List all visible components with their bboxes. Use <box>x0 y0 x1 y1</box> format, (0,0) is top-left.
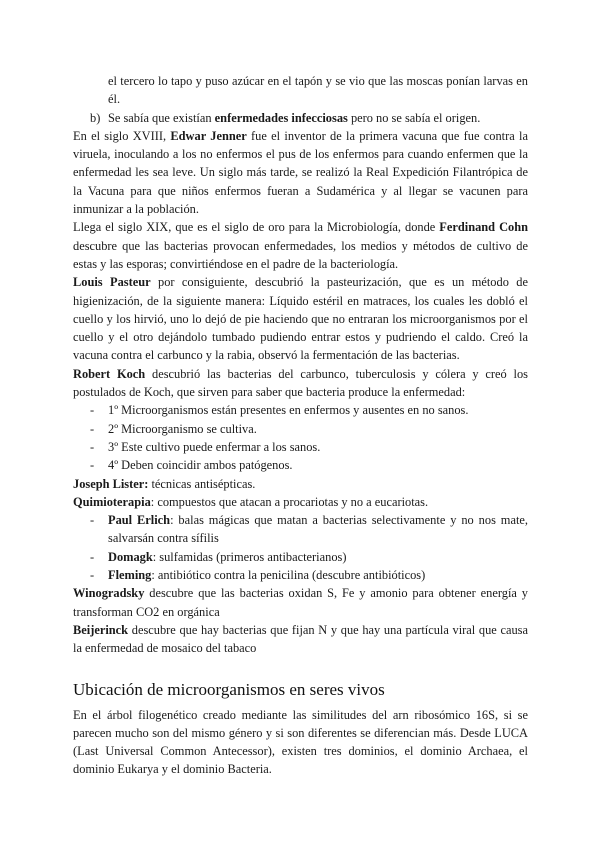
list-item <box>73 401 528 419</box>
cohn-name: Ferdinand Cohn <box>439 220 528 235</box>
item-text: : antibiótico contra la penicilina (descubre antibióticos) <box>151 568 426 583</box>
postulate-text: 2º Microorganismo se cultiva. <box>108 421 257 436</box>
postulate-text: 4º Deben coincidir ambos patógenos. <box>108 458 293 473</box>
winogradsky-name: Winogradsky <box>73 586 145 601</box>
postulate-text: 1º Microorganismos están presentes en enfermos y ausentes en no sanos. <box>108 403 469 418</box>
paragraph-lister <box>73 475 528 493</box>
list-item <box>73 511 528 548</box>
list-item <box>73 456 528 474</box>
pasteur-name: Louis Pasteur <box>73 275 151 290</box>
list-marker-b: b) <box>90 110 101 125</box>
postulate-text: 3º Este cultivo puede enfermar a los sanos. <box>108 439 321 454</box>
list-item <box>73 438 528 456</box>
lister-name: Joseph Lister: <box>73 476 149 491</box>
section-heading-wrapper <box>73 679 528 701</box>
paragraph-pasteur <box>73 273 528 364</box>
page-content <box>73 72 528 779</box>
dash-marker: - <box>90 513 95 528</box>
scientist-name: Domagk <box>108 549 153 564</box>
jenner-name: Edwar Jenner <box>170 128 247 143</box>
list-item <box>73 420 528 438</box>
paragraph-koch <box>73 365 528 402</box>
section-heading: Ubicación de microorganismos en seres vivos <box>73 679 385 699</box>
dash-marker: - <box>90 403 95 418</box>
dash-marker: - <box>90 421 95 436</box>
paragraph-jenner <box>73 127 528 218</box>
koch-name: Robert Koch <box>73 366 146 381</box>
list-item-a-continuation: el tercero lo tapo y puso azúcar en el tapón y se vio que las moscas ponían larvas en él. <box>108 74 528 107</box>
winogradsky-text: descubre que las bacterias oxidan S, Fe y amonio para obtener energía y transforman CO2 en orgánica <box>73 586 528 619</box>
scientist-name: Fleming <box>108 568 152 583</box>
quimio-text: : compuestos que atacan a procariotas y no a eucariotas. <box>150 494 429 509</box>
paragraph-winogradsky <box>73 584 528 621</box>
paragraph-ubicacion: En el árbol filogenético creado mediante las similitudes del arn ribosómico 16S, si se parecen mucho son del mismo género y si son diferentes se diferencian más. Desde LUCA (Last Universal Common Antecessor), existen tres dominios, el dominio Archaea, el dominio Eukarya y el dominio Bacteria. <box>73 707 528 777</box>
cohn-text: descubre que las bacterias provocan enfermedades, los medios y métodos de cultivo de estas y las esporas; convirtiéndose en el padre de la bacteriología. <box>73 238 528 271</box>
quimio-term: Quimioterapia <box>73 494 151 509</box>
list-item-b-bold: enfermedades infecciosas <box>214 110 348 125</box>
paragraph-quimioterapia <box>73 493 528 511</box>
dash-marker: - <box>90 568 95 583</box>
item-text: : sulfamidas (primeros antibacterianos) <box>152 549 347 564</box>
quimioterapia-list <box>73 511 528 584</box>
koch-postulates-list <box>73 401 528 474</box>
list-item-b-post: pero no se sabía el origen. <box>347 110 481 125</box>
scientist-name: Paul Erlich <box>108 513 171 528</box>
dash-marker: - <box>90 458 95 473</box>
jenner-pre: En el siglo XVIII, <box>73 128 171 143</box>
cohn-pre: Llega el siglo XIX, que es el siglo de oro para la Microbiología, donde <box>73 220 440 235</box>
list-item-b-pre: Se sabía que existían <box>108 110 215 125</box>
beijerinck-text: descubre que hay bacterias que fijan N y que hay una partícula viral que causa la enfermedad de mosaico del tabaco <box>73 622 528 656</box>
beijerinck-name: Beijerinck <box>73 622 129 637</box>
pasteur-text: por consiguiente, descubrió la pasteurización, que es un método de higienización, de la siguiente manera: Líquido estéril en matraces, los cuales les dobló el cuello y los hirvió, uno lo dejó de pie haciendo que no entraran los microorganismos por el cuello y el otro dejándolo tumbado pudiendo entrar estos y pudriendo el caldo. Creó la vacuna contra el carbunco y la rabia, observó la fermentación de las bacterias. <box>73 275 528 363</box>
paragraph-beijerinck <box>73 621 528 658</box>
jenner-text: fue el inventor de la primera vacuna que fue contra la viruela, inoculando a los no enfermos el pus de los enfermos para cuando enfermen que la enfermedad les sea leve. Un siglo más tarde, se realizó la Real Expedición Filantrópica de la Vacuna para que niños enfermos fueran a Sudamérica y al llegar se vacunen para inmunizar a la población. <box>73 128 528 217</box>
item-text: : balas mágicas que matan a bacterias selectivamente y no nos mate, salvarsán contra sífilis <box>108 513 528 546</box>
dash-marker: - <box>90 439 95 454</box>
koch-text: descubrió las bacterias del carbunco, tuberculosis y cólera y creó los postulados de Koch, que sirven para saber que bacteria produce la enfermedad: <box>73 366 528 400</box>
list-item <box>73 566 528 584</box>
dash-marker: - <box>90 549 95 564</box>
lister-text: técnicas antisépticas. <box>148 476 256 491</box>
list-item-b <box>73 109 528 127</box>
paragraph-cohn <box>73 218 528 273</box>
list-item <box>73 548 528 566</box>
